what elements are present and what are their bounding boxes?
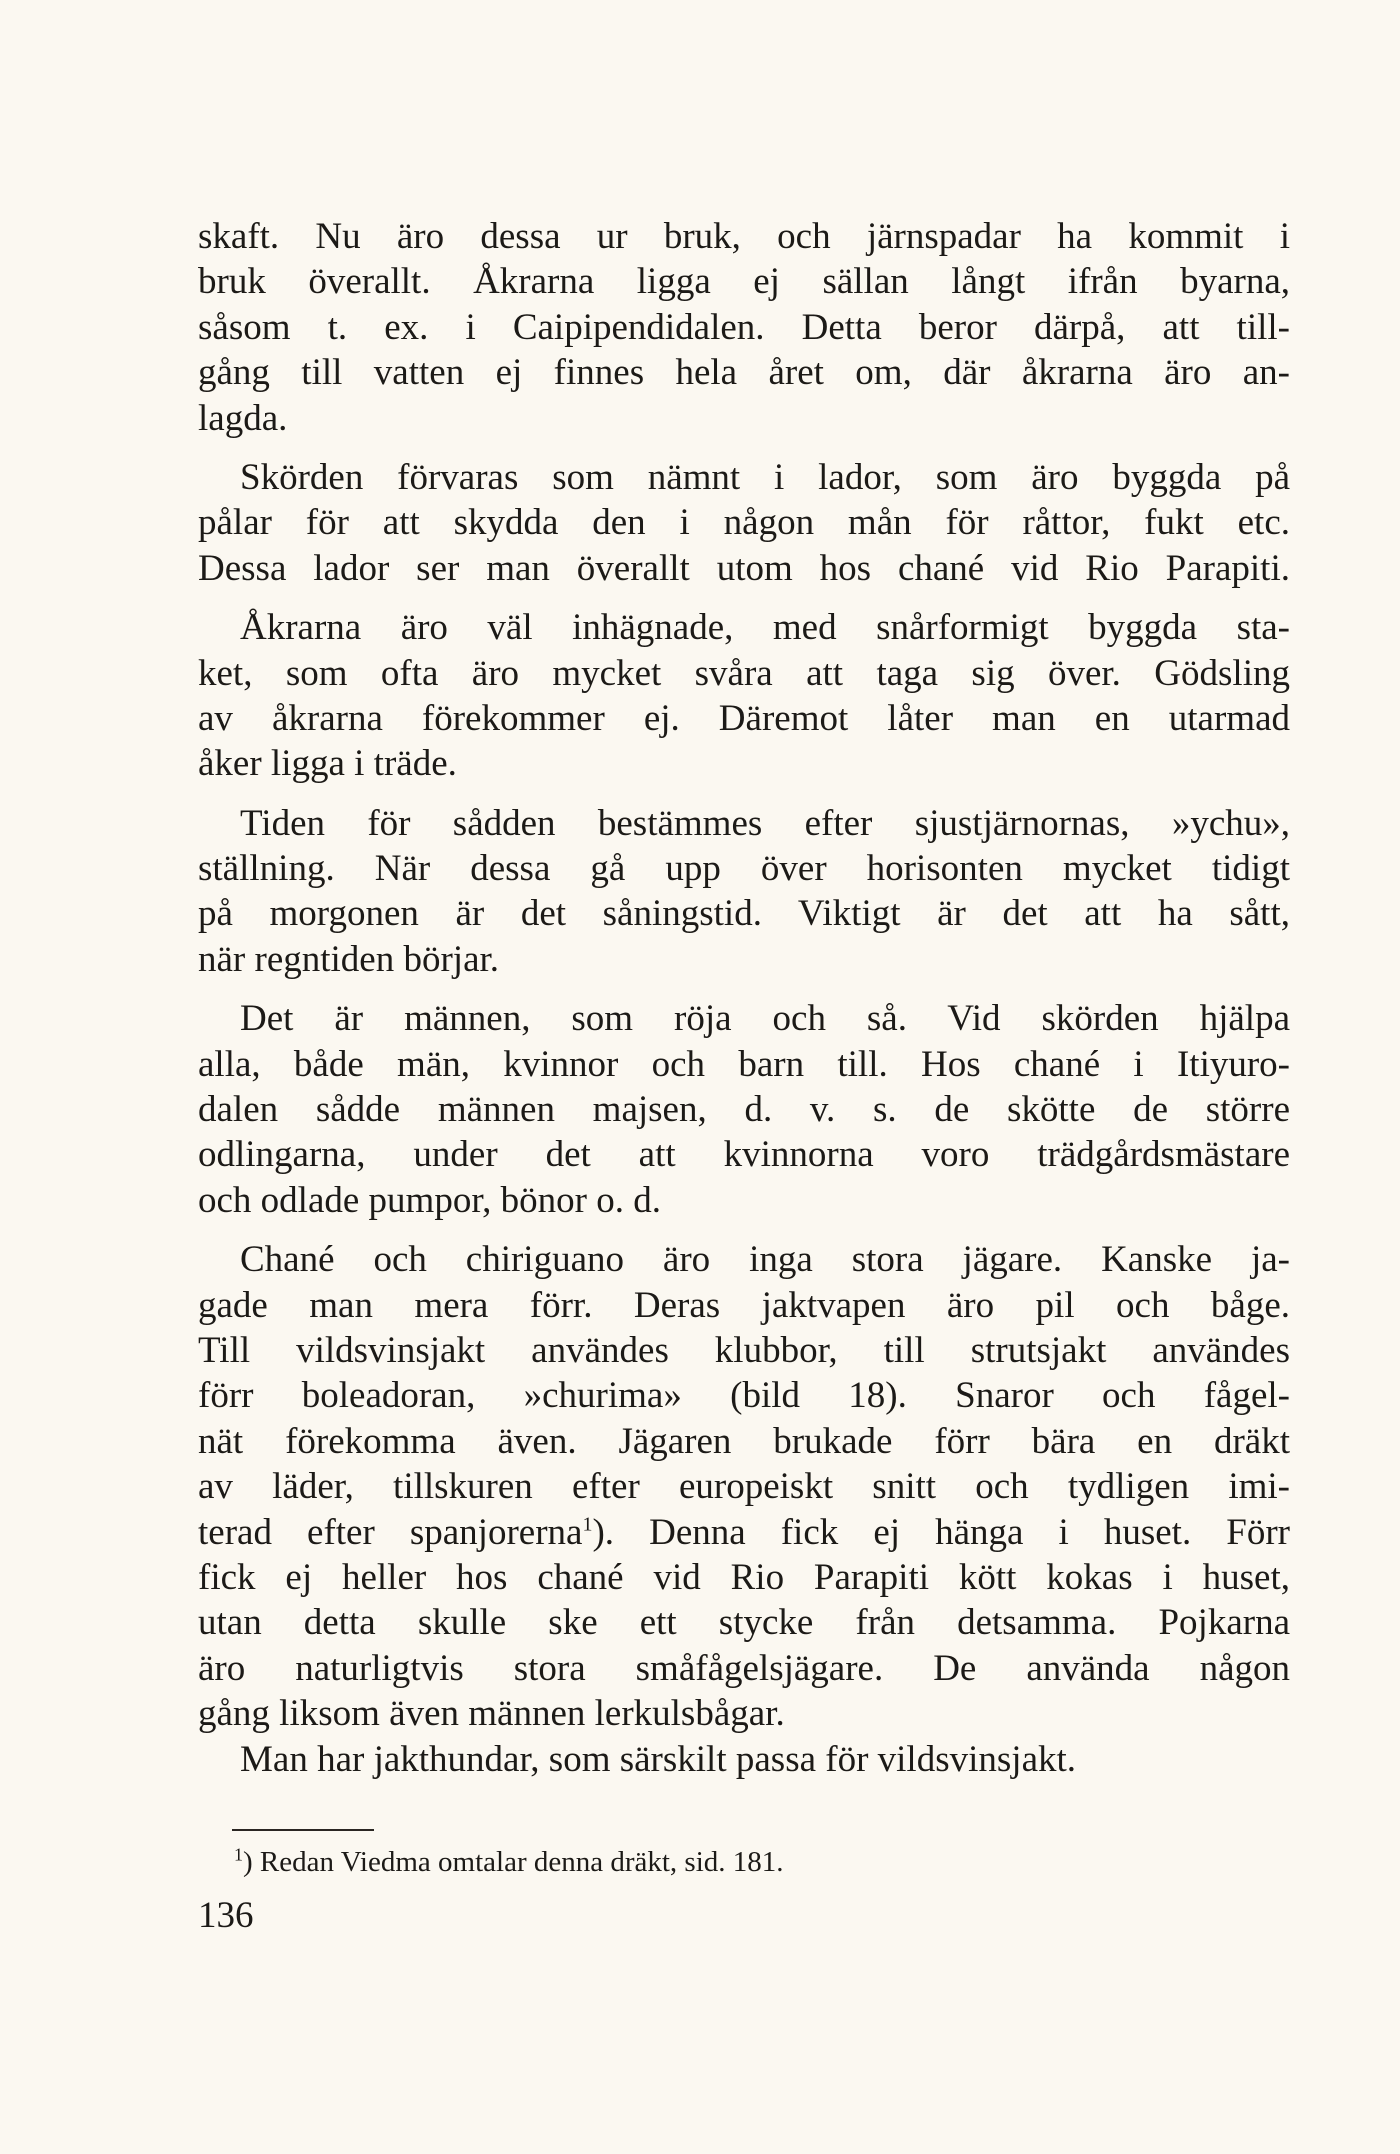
text-line: bruk överallt. Åkrarna ligga ej sällan långt ifrån byarna, (198, 261, 1290, 303)
text-line: Chané och chiriguano äro inga stora jägare. Kanske ja- (240, 1239, 1290, 1281)
text-line: Till vildsvinsjakt användes klubbor, till strutsjakt användes (198, 1329, 1290, 1371)
page-number: 136 (198, 1895, 254, 1936)
text-line: lagda. (198, 397, 288, 439)
text-line: ket, som ofta äro mycket svåra att taga sig över. Gödsling (198, 652, 1290, 694)
text-line: utan detta skulle ske ett stycke från detsamma. Pojkarna (198, 1602, 1290, 1644)
footnote-mark: 1 (234, 1844, 243, 1865)
text-line: och odlade pumpor, bönor o. d. (198, 1179, 661, 1221)
text-line: Dessa lador ser man överallt utom hos chané vid Rio Parapiti. (198, 547, 1290, 589)
text-line: äro naturligtvis stora småfågelsjägare. De använda någon (198, 1647, 1290, 1689)
text-line: gång liksom även männen lerkulsbågar. (198, 1693, 785, 1735)
text-line: av läder, tillskuren efter europeiskt snitt och tydligen imi- (198, 1466, 1290, 1508)
text-line: nät förekomma även. Jägaren brukade förr bära en dräkt (198, 1420, 1290, 1462)
text-line: av åkrarna förekommer ej. Däremot låter man en utarmad (198, 697, 1290, 739)
text-line: gade man mera förr. Deras jaktvapen äro pil och båge. (198, 1284, 1290, 1326)
text-line: på morgonen är det såningstid. Viktigt är det att ha sått, (198, 893, 1290, 935)
text-line: åker ligga i träde. (198, 743, 457, 785)
text-line: förr boleadoran, »churima» (bild 18). Snaror och fågel- (198, 1375, 1290, 1417)
footnote (234, 1842, 784, 1882)
text-line: alla, både män, kvinnor och barn till. Hos chané i Itiyuro- (198, 1043, 1290, 1085)
text-line: såsom t. ex. i Caipipendidalen. Detta beror därpå, att till- (198, 306, 1290, 348)
text-line: ställning. När dessa gå upp över horisonten mycket tidigt (198, 848, 1290, 890)
footnote-reference: 1 (582, 1513, 593, 1536)
text-line: odlingarna, under det att kvinnorna voro trädgårdsmästare (198, 1134, 1290, 1176)
text-segment: terad efter spanjorerna (198, 1511, 583, 1553)
text-line: fick ej heller hos chané vid Rio Parapiti kött kokas i huset, (198, 1556, 1290, 1598)
text-line: när regntiden börjar. (198, 938, 500, 980)
text-line: dalen sådde männen majsen, d. v. s. de skötte de större (198, 1089, 1290, 1131)
text-line: Tiden för sådden bestämmes efter sjustjärnornas, »ychu», (240, 802, 1290, 844)
text-segment: ). Denna fick ej hänga i huset. Förr (592, 1511, 1290, 1553)
text-line: Skörden förvaras som nämnt i lador, som äro byggda på (240, 456, 1290, 498)
text-line: pålar för att skydda den i någon mån för råttor, fukt etc. (198, 502, 1290, 544)
text-line: Det är männen, som röja och så. Vid skörden hjälpa (240, 998, 1290, 1040)
text-line: Åkrarna äro väl inhägnade, med snårformigt byggda sta- (240, 607, 1290, 649)
text-line: skaft. Nu äro dessa ur bruk, och järnspadar ha kommit i (198, 216, 1290, 257)
footnote-divider (232, 1829, 374, 1831)
body-text (198, 214, 1290, 1782)
text-line-with-footnote-ref (198, 1510, 1290, 1555)
text-line: Man har jakthundar, som särskilt passa för vildsvinsjakt. (240, 1738, 1077, 1780)
footnote-text: ) Redan Viedma omtalar denna dräkt, sid. 181. (243, 1846, 784, 1878)
text-line: gång till vatten ej finnes hela året om, där åkrarna äro an- (198, 352, 1290, 394)
